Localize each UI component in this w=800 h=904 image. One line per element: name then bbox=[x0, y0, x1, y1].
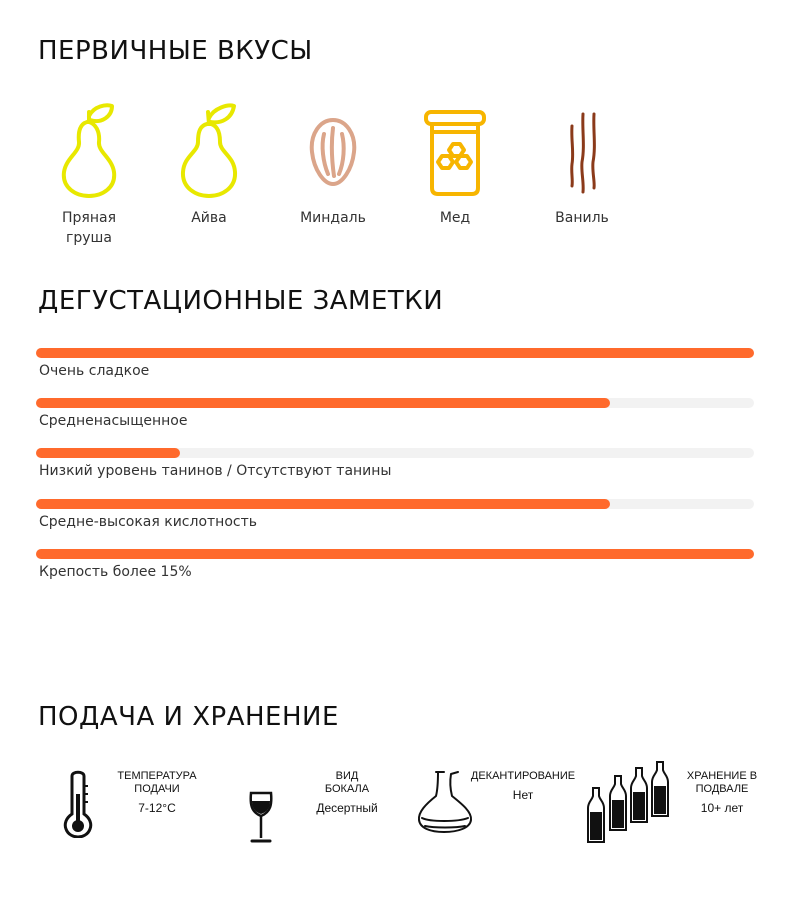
flavor-label: Айва bbox=[191, 210, 227, 226]
flavor-item-quince bbox=[154, 100, 264, 228]
serving-storage-title: ПОДАЧА И ХРАНЕНИЕ bbox=[38, 702, 339, 732]
level-track bbox=[36, 549, 754, 559]
flavor-label: Миндаль bbox=[300, 210, 366, 226]
thermometer-icon bbox=[62, 768, 94, 838]
tasting-notes-title: ДЕГУСТАЦИОННЫЕ ЗАМЕТКИ bbox=[38, 286, 444, 316]
almond-icon bbox=[298, 100, 368, 200]
tasting-note bbox=[36, 398, 754, 429]
tasting-note-label: Крепость более 15% bbox=[39, 564, 192, 580]
level-track bbox=[36, 348, 754, 358]
bottles-icon bbox=[584, 760, 672, 846]
flavor-label: Пряная груша bbox=[62, 210, 116, 246]
serving-decanting bbox=[468, 770, 578, 802]
flavor-item-pear bbox=[34, 100, 144, 248]
level-fill bbox=[36, 398, 610, 408]
serving-glass-title: ВИД bbox=[335, 770, 359, 782]
decanter-icon bbox=[416, 770, 474, 836]
tasting-note-label: Очень сладкое bbox=[39, 363, 150, 379]
pear-icon bbox=[54, 100, 124, 200]
serving-glass bbox=[300, 770, 394, 815]
level-fill bbox=[36, 448, 180, 458]
tasting-note-label: Средненасыщенное bbox=[39, 413, 188, 429]
level-fill bbox=[36, 549, 754, 559]
serving-cellar-value: 10+ лет bbox=[700, 801, 744, 815]
tasting-note bbox=[36, 549, 754, 580]
level-track bbox=[36, 499, 754, 509]
serving-cellar-title-2: ПОДВАЛЕ bbox=[695, 783, 749, 795]
level-fill bbox=[36, 348, 754, 358]
flavor-item-vanilla bbox=[527, 100, 637, 228]
tasting-note bbox=[36, 348, 754, 379]
serving-temperature-title: ТЕМПЕРАТУРА bbox=[117, 770, 197, 782]
quince-icon bbox=[174, 100, 244, 200]
serving-cellar bbox=[680, 770, 764, 815]
serving-glass-value: Десертный bbox=[316, 801, 378, 815]
flavor-item-honey bbox=[400, 100, 510, 228]
serving-temperature-title-2: ПОДАЧИ bbox=[134, 783, 180, 795]
tasting-note-label: Средне-высокая кислотность bbox=[39, 514, 257, 530]
tasting-note-label: Низкий уровень танинов / Отсутствуют танины bbox=[39, 463, 392, 479]
level-fill bbox=[36, 499, 610, 509]
wine-glass-icon bbox=[246, 790, 276, 844]
serving-decanting-title: ДЕКАНТИРОВАНИЕ bbox=[470, 770, 576, 782]
serving-decanting-value: Нет bbox=[512, 788, 534, 802]
flavor-label: Мед bbox=[439, 210, 471, 226]
serving-temperature bbox=[110, 770, 204, 815]
flavor-item-almond bbox=[278, 100, 388, 228]
honey-jar-icon bbox=[420, 100, 490, 200]
serving-glass-title-2: БОКАЛА bbox=[324, 783, 370, 795]
level-track bbox=[36, 398, 754, 408]
serving-cellar-title: ХРАНЕНИЕ В bbox=[686, 770, 758, 782]
serving-temperature-value: 7-12°C bbox=[138, 801, 176, 815]
vanilla-icon bbox=[547, 100, 617, 200]
tasting-note bbox=[36, 499, 754, 530]
flavor-label: Ваниль bbox=[555, 210, 609, 226]
primary-flavors-title: ПЕРВИЧНЫЕ ВКУСЫ bbox=[38, 36, 313, 66]
tasting-note bbox=[36, 448, 754, 479]
level-track bbox=[36, 448, 754, 458]
